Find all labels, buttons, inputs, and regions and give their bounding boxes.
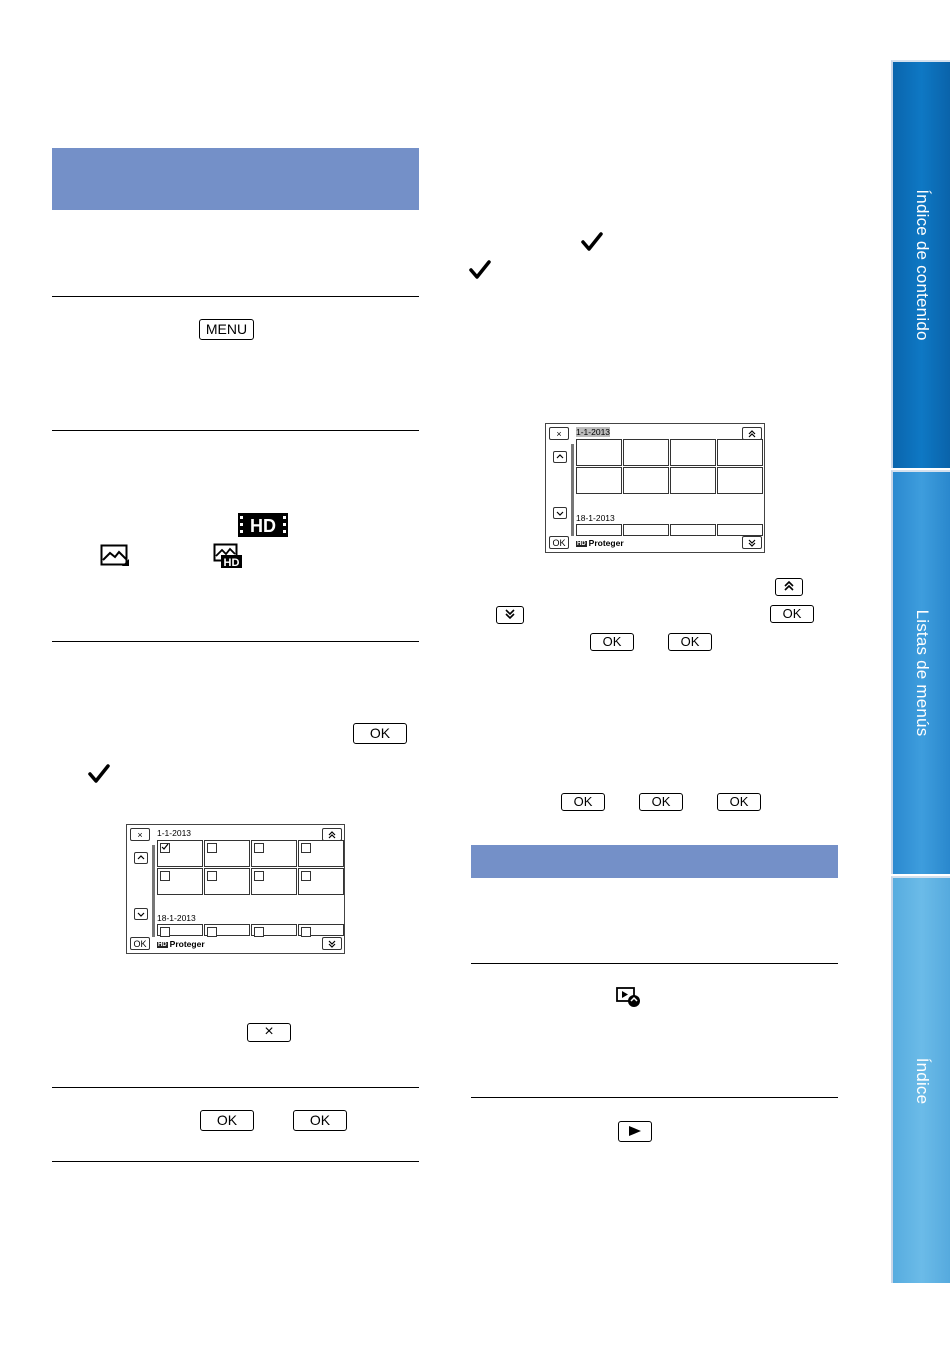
ok-button: OK <box>590 633 634 651</box>
ok-button: OK <box>639 793 683 811</box>
check-icon <box>581 231 603 253</box>
scroll-up-button-small <box>134 852 148 864</box>
divider <box>471 1097 838 1098</box>
divider <box>52 296 419 297</box>
thumbnail <box>204 868 250 895</box>
thumbnail <box>670 467 716 494</box>
thumbnail <box>157 840 203 867</box>
svg-text:HD: HD <box>250 516 276 536</box>
ok-button-small: OK <box>130 937 150 950</box>
screen-mockup-right <box>545 423 765 553</box>
date-label: 1-1-2013 <box>157 828 192 838</box>
thumbnail <box>298 868 344 895</box>
date-label: 18-1-2013 <box>157 913 196 923</box>
photo-icon <box>100 544 130 568</box>
ok-button: OK <box>353 723 407 744</box>
ok-button-small: OK <box>549 536 569 549</box>
thumbnail <box>157 868 203 895</box>
thumbnail <box>576 467 622 494</box>
close-button: × <box>247 1023 291 1042</box>
section-header-band <box>471 845 838 878</box>
section-header-band <box>52 148 419 210</box>
thumbnail <box>623 467 669 494</box>
thumbnail <box>576 439 622 466</box>
page-up-button <box>775 578 803 596</box>
scrollbar <box>571 444 574 536</box>
hd-movie-icon <box>238 513 288 537</box>
ok-button: OK <box>668 633 712 651</box>
ok-button: OK <box>293 1110 347 1131</box>
thumbnail <box>204 924 250 936</box>
screen-mockup-left <box>126 824 345 954</box>
thumbnail <box>298 840 344 867</box>
thumbnail <box>298 924 344 936</box>
thumbnail <box>717 467 763 494</box>
check-icon <box>469 259 491 281</box>
check-icon <box>88 763 110 785</box>
scroll-up-button-small <box>553 451 567 463</box>
tab-menu-lists-label: Listas de menús <box>912 609 932 737</box>
thumbnail <box>717 439 763 466</box>
footer-label: HD Proteger <box>158 939 205 949</box>
footer-label: HD Proteger <box>577 538 624 548</box>
tab-index-label: Índice <box>912 1057 932 1104</box>
svg-text:HD: HD <box>223 557 240 569</box>
thumbnail <box>251 868 297 895</box>
thumbnail <box>251 924 297 936</box>
tab-menu-lists[interactable] <box>891 470 950 874</box>
scrollbar <box>152 845 155 937</box>
thumbnail <box>623 439 669 466</box>
divider <box>471 963 838 964</box>
divider <box>52 641 419 642</box>
tab-table-of-contents-label: Índice de contenido <box>912 189 932 341</box>
divider <box>52 430 419 431</box>
ok-button: OK <box>717 793 761 811</box>
playback-settings-icon <box>616 987 642 1009</box>
date-label: 18-1-2013 <box>576 513 615 523</box>
thumbnail <box>670 439 716 466</box>
divider <box>52 1161 419 1162</box>
thumbnail <box>157 924 203 936</box>
close-button-small: × <box>130 828 150 841</box>
tab-table-of-contents[interactable] <box>891 60 950 468</box>
scroll-down-button-small <box>134 908 148 920</box>
date-label-highlighted: 1-1-2013 <box>576 427 611 437</box>
ok-button: OK <box>770 605 814 623</box>
page-down-button-small <box>742 536 762 549</box>
thumbnail <box>251 840 297 867</box>
divider <box>52 1087 419 1088</box>
play-button <box>618 1121 652 1142</box>
ok-button: OK <box>200 1110 254 1131</box>
thumbnail <box>576 524 622 536</box>
menu-button: MENU <box>199 319 254 340</box>
close-button-small: × <box>549 427 569 440</box>
page-down-button <box>496 606 524 624</box>
thumbnail <box>623 524 669 536</box>
thumbnail <box>204 840 250 867</box>
ok-button: OK <box>561 793 605 811</box>
thumbnail <box>717 524 763 536</box>
tab-index[interactable] <box>891 876 950 1283</box>
scroll-down-button-small <box>553 507 567 519</box>
page-down-button-small <box>322 937 342 950</box>
photo-hd-icon <box>213 543 243 569</box>
thumbnail <box>670 524 716 536</box>
